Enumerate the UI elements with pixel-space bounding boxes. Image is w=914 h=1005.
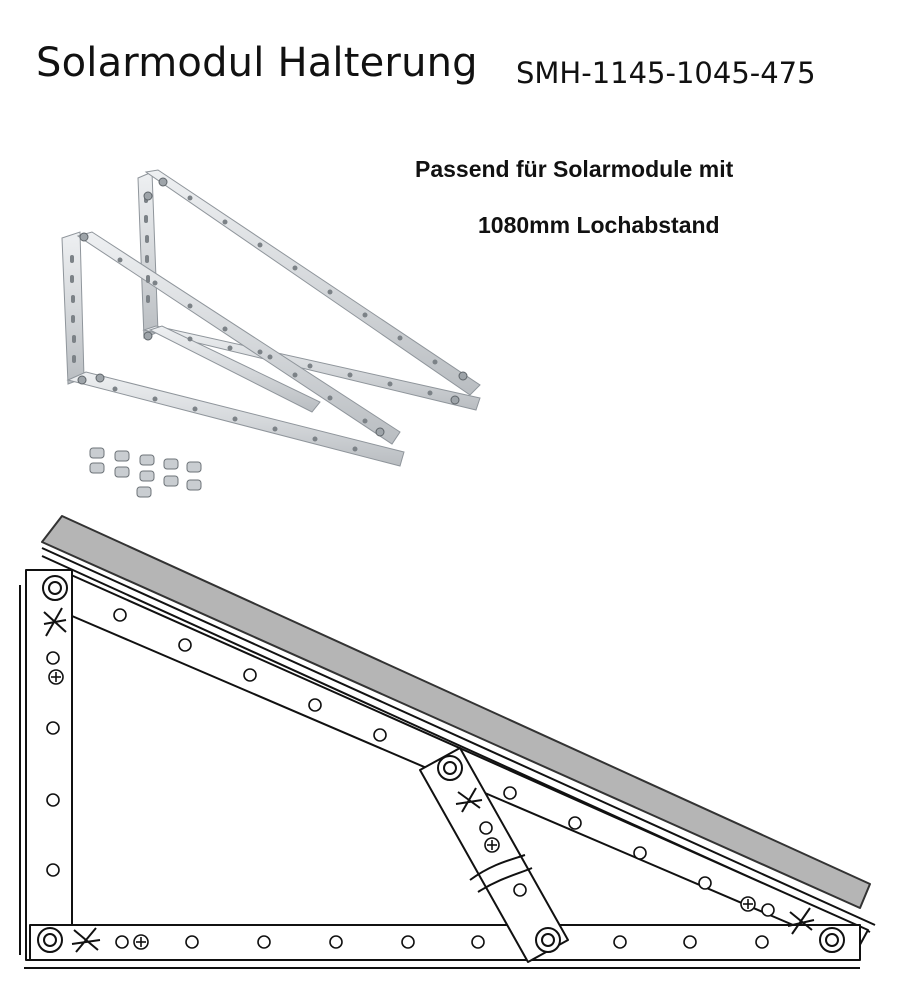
compatibility-note-line2: 1080mm Lochabstand xyxy=(478,212,720,238)
model-number: SMH-1145-1045-475 xyxy=(516,56,816,90)
compatibility-note-line1: Passend für Solarmodule mit xyxy=(415,156,734,182)
product-title: Solarmodul Halterung xyxy=(36,40,478,86)
